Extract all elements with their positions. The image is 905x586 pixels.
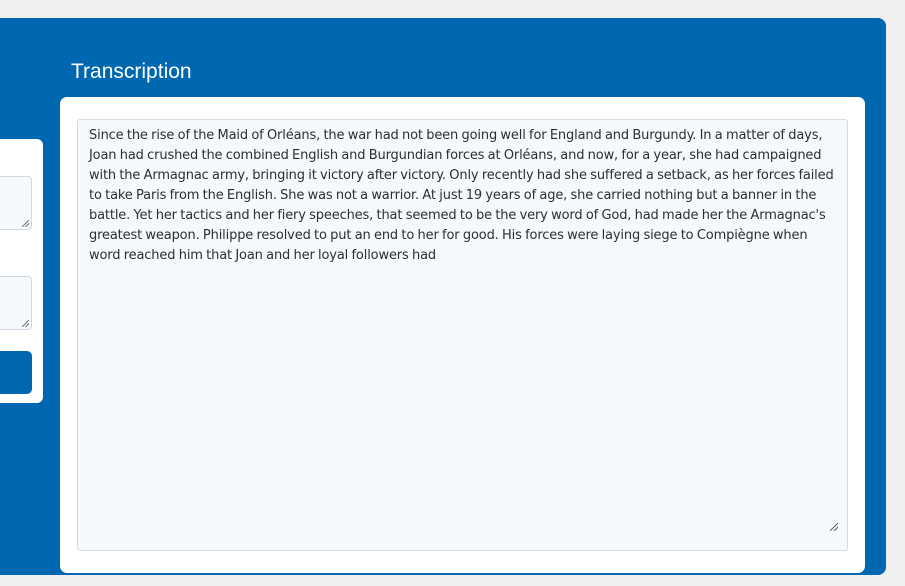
resize-handle-icon[interactable]: [22, 220, 29, 227]
left-input-card: [0, 139, 43, 403]
transcription-card: [60, 97, 865, 573]
transcription-textarea[interactable]: Since the rise of the Maid of Orléans, the war had not been going well for England and Burgundy. In a matter of days, Joan had crushed the combined English and Burgundian forces at Orléans, and now, for a year, she had campaigned with the Armagnac army, bringing it victory after victory. Only recently had she suffered a setback, as her forces failed to take Paris from the English. She was not a warrior. At just 19 years of age, she carried nothing but a banner in the battle. Yet her tactics and her fiery speeches, that seemed to be the very word of God, had made her the Armagnac's greatest weapon. Philippe resolved to put an end to her for good. His forces were laying siege to Compiègne when word reached him that Joan and her loyal followers had: [77, 119, 848, 551]
transcription-panel: [0, 18, 886, 575]
left-submit-button[interactable]: [0, 351, 32, 394]
resize-handle-icon[interactable]: [22, 320, 29, 327]
resize-handle-icon[interactable]: [830, 523, 838, 531]
left-textarea-1[interactable]: [0, 176, 32, 230]
transcription-title: Transcription: [71, 60, 192, 83]
left-textarea-2[interactable]: [0, 276, 32, 330]
